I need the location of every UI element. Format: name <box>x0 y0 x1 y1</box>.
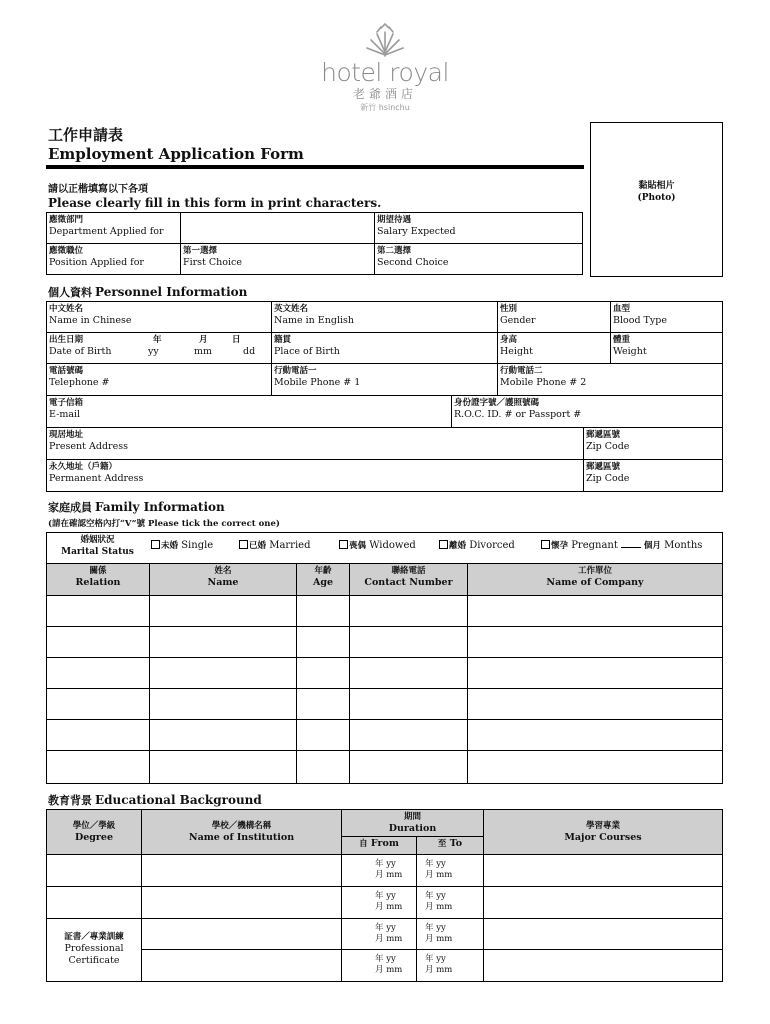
month-line: 月 mm <box>425 870 453 880</box>
education-cell[interactable] <box>142 887 342 919</box>
checkbox-icon <box>541 540 550 549</box>
checkbox-icon <box>151 540 160 549</box>
widowed-checkbox[interactable]: 喪偶 Widowed <box>339 539 416 551</box>
form-title-chinese: 工作申請表 <box>48 126 124 144</box>
blood-type-field[interactable]: 血型 Blood Type <box>611 302 722 333</box>
from-date-cell[interactable] <box>342 950 417 981</box>
relation-header: 關係 Relation <box>47 564 150 596</box>
education-cell[interactable] <box>484 950 722 981</box>
second-choice-field[interactable]: 第二選擇 Second Choice <box>377 246 449 268</box>
education-cell[interactable] <box>142 919 342 950</box>
duration-header: 期間 Duration <box>342 810 484 837</box>
personnel-table <box>46 301 723 492</box>
family-cell[interactable] <box>47 751 150 783</box>
salary-field[interactable]: 期望待遇 Salary Expected <box>375 213 582 244</box>
checkbox-icon <box>339 540 348 549</box>
first-choice-field[interactable]: 第一選擇 First Choice <box>181 244 375 274</box>
from-date-cell[interactable] <box>342 887 417 919</box>
family-cell[interactable] <box>47 596 150 627</box>
logo-location: 新竹 hsinchu <box>360 103 410 112</box>
major-courses-header: 學習專業 Major Courses <box>484 810 722 855</box>
family-cell[interactable] <box>150 751 297 783</box>
marital-status-label: 婚姻狀況 Marital Status <box>61 535 134 557</box>
months-blank[interactable] <box>621 547 641 548</box>
education-cell[interactable] <box>484 887 722 919</box>
year-line: 年 yy <box>425 891 446 901</box>
family-cell[interactable] <box>297 689 350 720</box>
family-cell[interactable] <box>297 596 350 627</box>
telephone-field[interactable]: 電話號碼 Telephone # <box>47 364 272 396</box>
family-cell[interactable] <box>297 627 350 658</box>
title-divider <box>46 165 584 169</box>
pregnant-checkbox[interactable]: 懷孕 Pregnant 個月 Months <box>541 539 702 551</box>
education-cell[interactable] <box>47 887 142 919</box>
certificate-label: 証書／專業訓練 Professional Certificate <box>47 919 142 981</box>
chinese-name-field[interactable]: 中文姓名 Name in Chinese <box>47 302 272 333</box>
family-cell[interactable] <box>350 596 468 627</box>
year-line: 年 yy <box>425 923 446 933</box>
family-cell[interactable] <box>150 596 297 627</box>
to-header: 至 To <box>417 837 484 855</box>
year-line: 年 yy <box>375 923 396 933</box>
family-cell[interactable] <box>47 720 150 751</box>
family-cell[interactable] <box>47 658 150 689</box>
divorced-checkbox[interactable]: 離婚 Divorced <box>439 539 515 551</box>
year-line: 年 yy <box>375 954 396 964</box>
month-line: 月 mm <box>375 934 403 944</box>
year-line: 年 yy <box>425 954 446 964</box>
to-date-cell[interactable] <box>417 887 484 919</box>
mobile-phone-2-field[interactable]: 行動電話二 Mobile Phone # 2 <box>498 364 722 396</box>
family-heading: 家庭成員 Family Information <box>48 500 225 514</box>
education-table <box>46 809 723 982</box>
family-cell[interactable] <box>47 627 150 658</box>
checkbox-icon <box>239 540 248 549</box>
month-line: 月 mm <box>425 934 453 944</box>
to-date-cell[interactable] <box>417 855 484 887</box>
education-cell[interactable] <box>484 919 722 950</box>
instruction-chinese: 請以正楷填寫以下各項 <box>48 184 148 195</box>
family-cell[interactable] <box>297 751 350 783</box>
education-cell[interactable] <box>142 855 342 887</box>
present-zip-field[interactable]: 郵遞區號 Zip Code <box>584 428 722 460</box>
family-cell[interactable] <box>47 689 150 720</box>
application-table <box>46 212 583 275</box>
education-cell[interactable] <box>47 855 142 887</box>
month-line: 月 mm <box>425 902 453 912</box>
present-address-field[interactable]: 現居地址 Present Address <box>47 428 584 460</box>
contact-number-header: 聯絡電話 Contact Number <box>350 564 468 596</box>
month-line: 月 mm <box>425 965 453 975</box>
birthplace-field[interactable]: 籍貫 Place of Birth <box>272 333 498 364</box>
family-cell[interactable] <box>468 596 722 627</box>
personnel-heading: 個人資料 Personnel Information <box>48 285 248 299</box>
age-header: 年齡 Age <box>297 564 350 596</box>
tick-instruction: (請在確認空格內打“V”號 Please tick the correct one) <box>48 519 280 529</box>
family-cell[interactable] <box>350 627 468 658</box>
month-line: 月 mm <box>375 870 403 880</box>
from-date-cell[interactable] <box>342 919 417 950</box>
year-line: 年 yy <box>375 859 396 869</box>
permanent-address-field[interactable]: 永久地址（戶籍） Permanent Address <box>47 460 584 491</box>
family-cell[interactable] <box>350 658 468 689</box>
to-date-cell[interactable] <box>417 950 484 981</box>
education-heading: 教育背景 Educational Background <box>48 793 262 807</box>
english-name-field[interactable]: 英文姓名 Name in English <box>272 302 498 333</box>
family-cell[interactable] <box>468 689 722 720</box>
family-cell[interactable] <box>468 720 722 751</box>
month-line: 月 mm <box>375 965 403 975</box>
married-checkbox[interactable]: 已婚 Married <box>239 539 310 551</box>
year-line: 年 yy <box>425 859 446 869</box>
date-of-birth-field[interactable]: 出生日期 Date of Birth 年 月 日 yy mm dd <box>47 333 272 364</box>
family-cell[interactable] <box>468 751 722 783</box>
checkbox-icon <box>439 540 448 549</box>
email-field[interactable]: 電子信箱 E-mail <box>47 396 452 428</box>
mobile-phone-1-field[interactable]: 行動電話一 Mobile Phone # 1 <box>272 364 498 396</box>
single-checkbox[interactable]: 未婚 Single <box>151 539 213 551</box>
family-cell[interactable] <box>350 689 468 720</box>
from-date-cell[interactable] <box>342 855 417 887</box>
year-line: 年 yy <box>375 891 396 901</box>
family-cell[interactable] <box>150 689 297 720</box>
family-cell[interactable] <box>350 751 468 783</box>
height-field[interactable]: 身高 Height <box>498 333 611 364</box>
palm-emblem-icon <box>363 22 407 58</box>
weight-field[interactable]: 體重 Weight <box>611 333 722 364</box>
instruction: Please clearly fill in this form in print characters. <box>48 196 382 210</box>
from-header: 自 From <box>342 837 417 855</box>
company-header: 工作單位 Name of Company <box>468 564 722 596</box>
degree-header: 學位／學級 Degree <box>47 810 142 855</box>
name-header: 姓名 Name <box>150 564 297 596</box>
form-title: Employment Application Form <box>48 145 304 163</box>
family-cell[interactable] <box>150 658 297 689</box>
family-table <box>46 563 723 784</box>
education-cell[interactable] <box>484 855 722 887</box>
id-passport-field[interactable]: 身份證字號／護照號碼 R.O.C. ID. # or Passport # <box>452 396 722 428</box>
family-cell[interactable] <box>297 720 350 751</box>
photo-box[interactable] <box>590 122 723 277</box>
position-field: 應徵職位 Position Applied for <box>47 244 181 274</box>
education-cell[interactable] <box>142 950 342 981</box>
photo-label: (Photo) <box>637 193 676 203</box>
family-cell[interactable] <box>468 627 722 658</box>
department-input[interactable] <box>181 213 375 244</box>
permanent-zip-field[interactable]: 郵遞區號 Zip Code <box>586 462 630 484</box>
institution-header: 學校／機構名稱 Name of Institution <box>142 810 342 855</box>
family-cell[interactable] <box>350 720 468 751</box>
logo-name: hotel royal <box>321 58 449 87</box>
logo-name-chinese: 老爺酒店 <box>352 87 417 101</box>
gender-field[interactable]: 性別 Gender <box>498 302 611 333</box>
month-line: 月 mm <box>375 902 403 912</box>
marital-status-row <box>46 532 723 563</box>
family-cell[interactable] <box>297 658 350 689</box>
hotel-logo <box>300 22 470 128</box>
family-cell[interactable] <box>150 720 297 751</box>
to-date-cell[interactable] <box>417 919 484 950</box>
department-field[interactable]: 應徵部門 Department Applied for <box>47 213 181 244</box>
photo-label-chinese: 黏貼相片 <box>638 181 675 191</box>
family-cell[interactable] <box>468 658 722 689</box>
family-cell[interactable] <box>150 627 297 658</box>
